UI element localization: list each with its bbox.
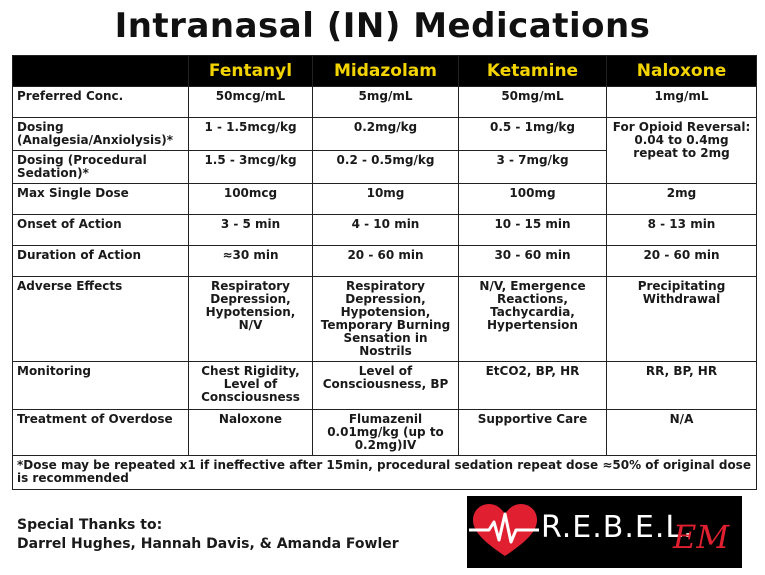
- rebel-em-logo: [467, 496, 742, 568]
- row-label: Dosing (Procedural Sedation)*: [13, 151, 189, 184]
- cell-value: 100mg: [459, 184, 607, 215]
- cell-value: 0.5 - 1mg/kg: [459, 118, 607, 151]
- footnote: *Dose may be repeated x1 if ineffective after 15min, procedural sedation repeat dose ≈50% of original dose is recommended: [13, 456, 757, 490]
- cell-value: RR, BP, HR: [607, 362, 757, 410]
- table-row: [13, 87, 757, 118]
- cell-value: N/V, Emergence Reactions, Tachycardia, Hypertension: [459, 277, 607, 362]
- cell-value: 1 - 1.5mcg/kg: [189, 118, 313, 151]
- cell-value: 8 - 13 min: [607, 215, 757, 246]
- table-row: [13, 184, 757, 215]
- cell-value: 4 - 10 min: [313, 215, 459, 246]
- cell-value: 50mg/mL: [459, 87, 607, 118]
- cell-value: Respiratory Depression, Hypotension, Temporary Burning Sensation in Nostrils: [313, 277, 459, 362]
- cell-value: 10 - 15 min: [459, 215, 607, 246]
- table-row: [13, 410, 757, 456]
- table-row: [13, 246, 757, 277]
- thanks-heading: Special Thanks to:: [17, 517, 163, 533]
- header-midazolam: Midazolam: [313, 56, 459, 87]
- cell-value: N/A: [607, 410, 757, 456]
- row-label: Adverse Effects: [13, 277, 189, 362]
- row-label: Treatment of Overdose: [13, 410, 189, 456]
- logo-suffix: EM: [673, 518, 730, 556]
- cell-value: ≈30 min: [189, 246, 313, 277]
- table-row: [13, 277, 757, 362]
- table-row: [13, 362, 757, 410]
- cell-value: 3 - 5 min: [189, 215, 313, 246]
- cell-value: Precipitating Withdrawal: [607, 277, 757, 362]
- cell-value: 0.2mg/kg: [313, 118, 459, 151]
- table-row: [13, 118, 757, 151]
- row-label: Max Single Dose: [13, 184, 189, 215]
- naloxone-dosing-cell: For Opioid Reversal: 0.04 to 0.4mg repeat to 2mg: [607, 118, 757, 184]
- row-label: Monitoring: [13, 362, 189, 410]
- row-label: Duration of Action: [13, 246, 189, 277]
- special-thanks: [17, 516, 399, 554]
- table-row: [13, 215, 757, 246]
- thanks-names: Darrel Hughes, Hannah Davis, & Amanda Fowler: [17, 536, 399, 552]
- logo-text: R.E.B.E.L.: [541, 510, 694, 545]
- row-label: Onset of Action: [13, 215, 189, 246]
- cell-value: 0.2 - 0.5mg/kg: [313, 151, 459, 184]
- cell-value: Naloxone: [189, 410, 313, 456]
- cell-value: 5mg/mL: [313, 87, 459, 118]
- cell-value: 30 - 60 min: [459, 246, 607, 277]
- row-label: Dosing (Analgesia/Anxiolysis)*: [13, 118, 189, 151]
- cell-value: 50mcg/mL: [189, 87, 313, 118]
- row-label: Preferred Conc.: [13, 87, 189, 118]
- cell-value: 3 - 7mg/kg: [459, 151, 607, 184]
- cell-value: Chest Rigidity, Level of Consciousness: [189, 362, 313, 410]
- cell-value: Supportive Care: [459, 410, 607, 456]
- medications-table: [12, 55, 757, 490]
- header-fentanyl: Fentanyl: [189, 56, 313, 87]
- cell-value: Respiratory Depression, Hypotension, N/V: [189, 277, 313, 362]
- cell-value: 2mg: [607, 184, 757, 215]
- header-row: [13, 56, 757, 87]
- page-title: Intranasal (IN) Medications: [114, 6, 651, 46]
- cell-value: Level of Consciousness, BP: [313, 362, 459, 410]
- cell-value: 1.5 - 3mcg/kg: [189, 151, 313, 184]
- cell-value: 20 - 60 min: [607, 246, 757, 277]
- header-ketamine: Ketamine: [459, 56, 607, 87]
- header-naloxone: Naloxone: [607, 56, 757, 87]
- footnote-row: [13, 456, 757, 490]
- cell-value: EtCO2, BP, HR: [459, 362, 607, 410]
- header-blank: [13, 56, 189, 87]
- cell-value: 1mg/mL: [607, 87, 757, 118]
- cell-value: Flumazenil 0.01mg/kg (up to 0.2mg)IV: [313, 410, 459, 456]
- cell-value: 20 - 60 min: [313, 246, 459, 277]
- cell-value: 10mg: [313, 184, 459, 215]
- cell-value: 100mcg: [189, 184, 313, 215]
